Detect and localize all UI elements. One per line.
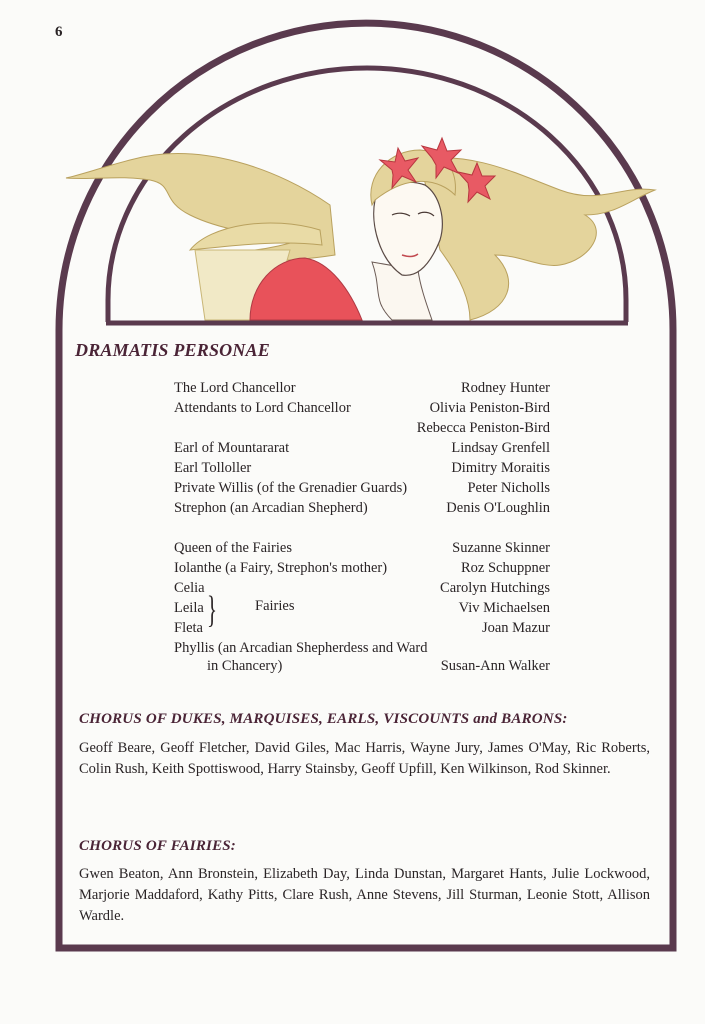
cast-actor: Carolyn Hutchings <box>440 580 550 596</box>
cast-actor: Olivia Peniston-Bird <box>429 400 550 416</box>
page-number: 6 <box>55 24 63 40</box>
cast-role: Queen of the Fairies <box>174 540 292 556</box>
cast-actor: Denis O'Loughlin <box>446 500 550 516</box>
cast-actor: Peter Nicholls <box>467 480 550 496</box>
fairies-group-label: Fairies <box>255 598 295 614</box>
cast-role: The Lord Chancellor <box>174 380 296 396</box>
chorus-nobles-heading: CHORUS OF DUKES, MARQUISES, EARLS, VISCOUNTS and BARONS: <box>79 711 568 727</box>
cast-actor: Dimitry Moraitis <box>451 460 550 476</box>
chorus-fairies-heading: CHORUS OF FAIRIES: <box>79 838 237 854</box>
cast-actor: Rodney Hunter <box>461 380 550 396</box>
cast-actor: Rebecca Peniston-Bird <box>416 420 550 436</box>
chorus-nobles-names: Geoff Beare, Geoff Fletcher, David Giles, Mac Harris, Wayne Jury, James O'May, Ric Roberts, Colin Rush, Keith Spottiswood, Harry Stainsby, Geoff Upfill, Ken Wilkinson, Rod Skinner. <box>79 740 650 777</box>
cast-role: Iolanthe (a Fairy, Strephon's mother) <box>174 560 388 576</box>
cast-actor: Viv Michaelsen <box>458 600 550 616</box>
cast-actor: Joan Mazur <box>481 620 550 636</box>
cast-role: Leila <box>174 600 204 616</box>
cast-actor: Susan-Ann Walker <box>440 658 550 674</box>
cast-role: Strephon (an Arcadian Shepherd) <box>174 500 368 516</box>
fairy-illustration <box>66 138 655 320</box>
dramatis-personae-heading: DRAMATIS PERSONAE <box>75 340 270 360</box>
cast-role: Earl of Mountararat <box>174 440 290 456</box>
chorus-fairies-names: Gwen Beaton, Ann Bronstein, Elizabeth Day, Linda Dunstan, Margaret Hants, Julie Lockwood, Marjorie Maddaford, Kathy Pitts, Clare Rush, Anne Stevens, Jill Sturman, Leonie Stott, Allison Wardle. <box>79 866 650 924</box>
cast-actor: Suzanne Skinner <box>452 540 550 556</box>
cast-role: Phyllis (an Arcadian Shepherdess and Ward <box>174 640 428 656</box>
cast-actor: Lindsay Grenfell <box>451 440 550 456</box>
cast-role: Celia <box>174 580 205 596</box>
cast-role: Private Willis (of the Grenadier Guards) <box>174 480 408 496</box>
cast-role: in Chancery) <box>207 658 283 674</box>
fairies-brace: } <box>207 589 218 631</box>
cast-role: Earl Tolloller <box>174 460 252 476</box>
cast-actor: Roz Schuppner <box>461 560 550 576</box>
cast-role: Fleta <box>174 620 203 636</box>
cast-role: Attendants to Lord Chancellor <box>174 400 351 416</box>
